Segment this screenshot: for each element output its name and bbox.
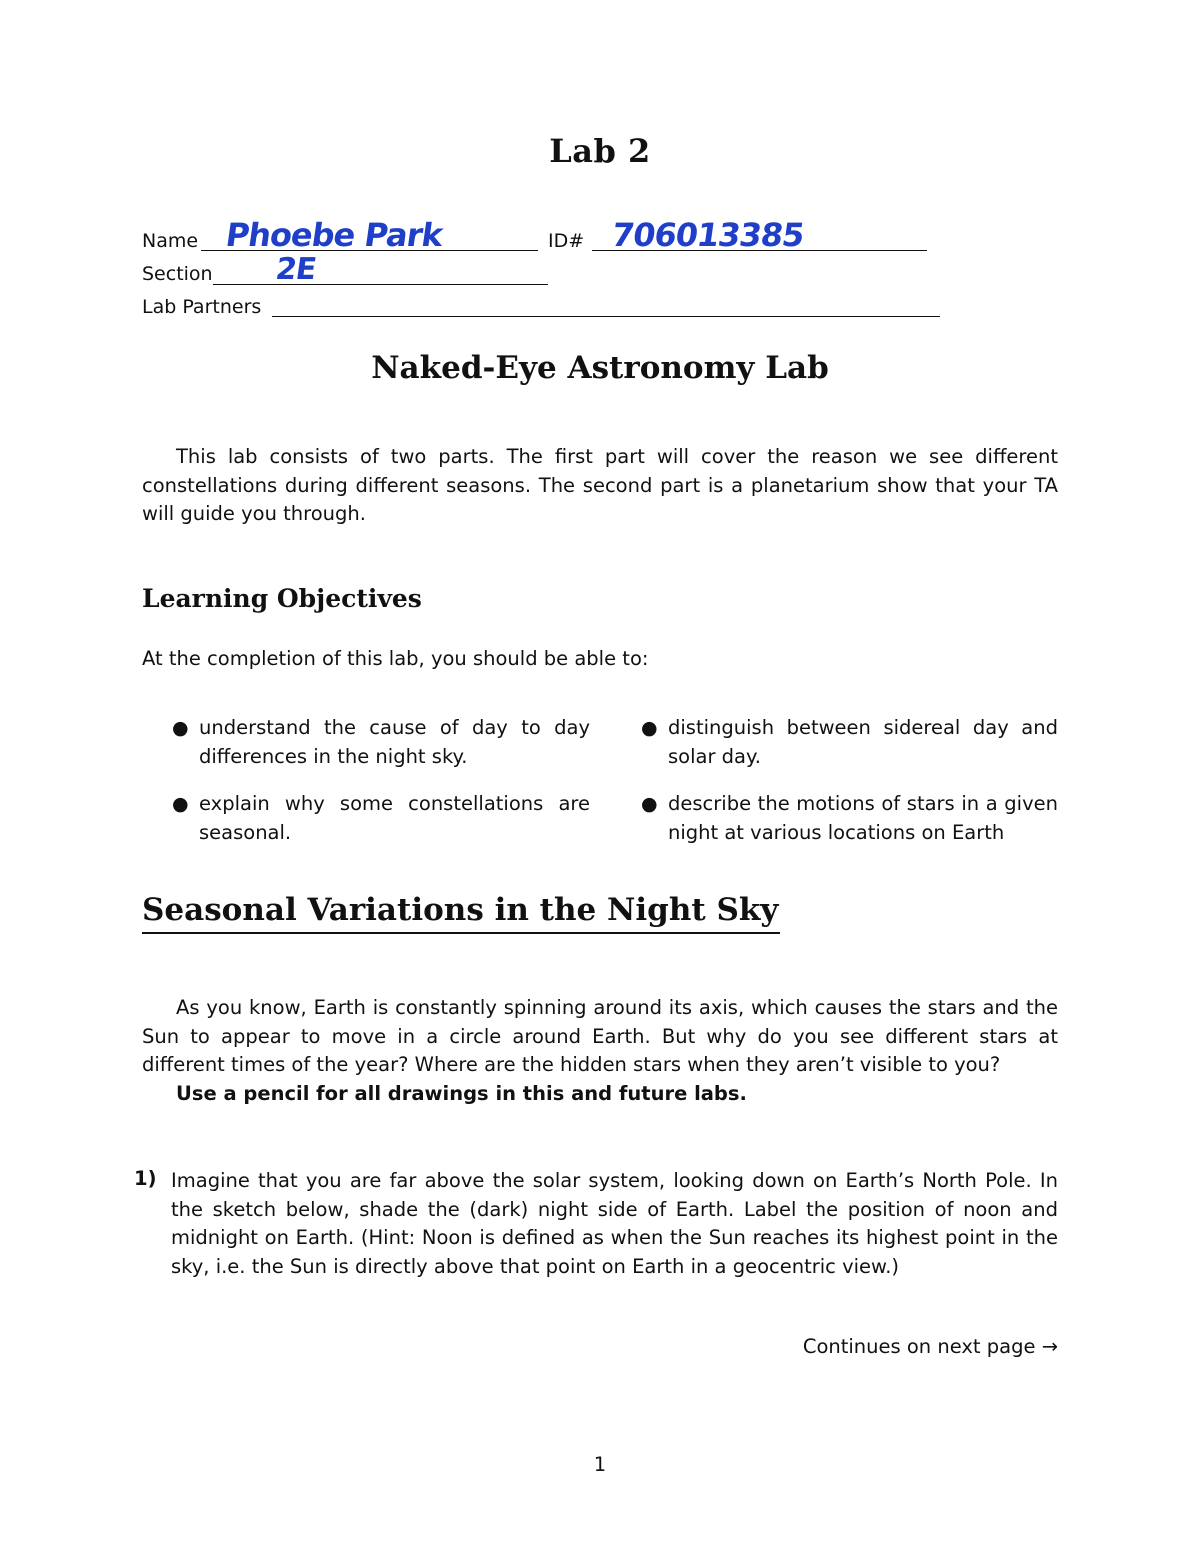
objectives-lead: At the completion of this lab, you should be able to:: [142, 647, 649, 670]
lab-heading: Naked-Eye Astronomy Lab: [371, 350, 829, 386]
list-item: [641, 790, 1058, 847]
bullet-icon: ●: [172, 793, 189, 815]
intro-paragraph: This lab consists of two parts. The first part will cover the reason we see different constellations during different seasons. The second part is a planetarium show that your TA will guide you through.: [142, 445, 1058, 525]
objective-text: describe the motions of stars in a given night at various locations on Earth: [668, 792, 1058, 844]
id-label: ID#: [548, 230, 585, 252]
section-field-line[interactable]: [213, 284, 548, 285]
page-title: Lab 2: [549, 132, 651, 170]
objective-text: explain why some constellations are seasonal.: [199, 792, 590, 844]
lab-partners-field-line[interactable]: [272, 316, 940, 317]
objective-text: distinguish between sidereal day and solar day.: [668, 716, 1058, 768]
lab-partners-label: Lab Partners: [142, 296, 262, 318]
section-heading: Seasonal Variations in the Night Sky: [142, 892, 780, 934]
bullet-icon: ●: [641, 717, 658, 739]
learning-objectives-heading: Learning Objectives: [142, 584, 422, 613]
section-handwritten-value: 2E: [273, 252, 318, 287]
objective-text: understand the cause of day to day differences in the night sky.: [199, 716, 590, 768]
seasonal-paragraph: As you know, Earth is constantly spinning around its axis, which causes the stars and the Sun to appear to move in a circle around Earth. But why do you see different stars at different times of the year? Where are the hidden stars when they aren’t visible to you?: [142, 996, 1058, 1076]
list-item: [172, 714, 590, 771]
question-text: Imagine that you are far above the solar system, looking down on Earth’s North Pole. In the sketch below, shade the (dark) night side of Earth. Label the position of noon and midnight on Earth. (Hint: Noon is defined as when the Sun reaches its highest point in the sky, i.e. the Sun is directly above that point on Earth in a geocentric view.): [171, 1169, 1058, 1278]
bullet-icon: ●: [172, 717, 189, 739]
bullet-icon: ●: [641, 793, 658, 815]
list-item: [641, 714, 1058, 771]
name-label: Name: [142, 230, 199, 252]
list-item: [172, 790, 590, 847]
section-label: Section: [142, 263, 213, 285]
name-handwritten-value: Phoebe Park: [223, 216, 445, 254]
question-number: 1): [134, 1167, 157, 1190]
pencil-instruction: Use a pencil for all drawings in this and future labs.: [176, 1082, 747, 1105]
page-number: 1: [593, 1453, 607, 1476]
id-handwritten-value: 706013385: [609, 216, 807, 254]
continues-note: Continues on next page →: [802, 1335, 1058, 1358]
